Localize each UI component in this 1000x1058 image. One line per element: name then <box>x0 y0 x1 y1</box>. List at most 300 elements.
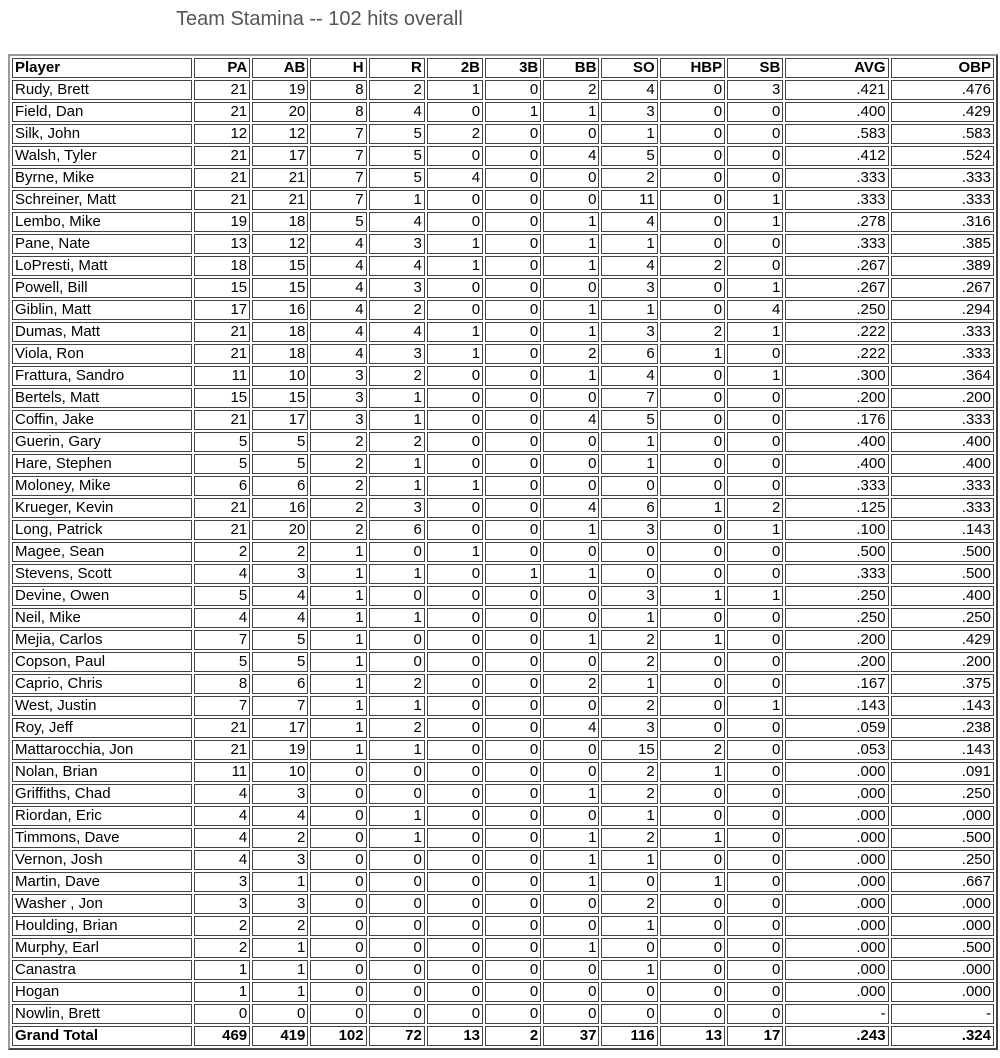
stat-cell: 2 <box>369 366 425 386</box>
stat-cell: 21 <box>194 168 250 188</box>
table-row <box>12 630 994 650</box>
stat-cell: 0 <box>543 762 599 782</box>
player-name-cell: Riordan, Eric <box>12 806 192 826</box>
stat-cell: 2 <box>543 674 599 694</box>
table-row <box>12 454 994 474</box>
stat-cell: 0 <box>601 1004 657 1024</box>
stat-cell: 0 <box>660 190 725 210</box>
stat-cell: 7 <box>252 696 308 716</box>
stat-cell: 4 <box>194 806 250 826</box>
stat-cell: 21 <box>194 344 250 364</box>
stat-cell: 1 <box>427 256 483 276</box>
stat-cell: 1 <box>310 740 366 760</box>
player-name-cell: West, Justin <box>12 696 192 716</box>
stat-cell: 2 <box>485 1026 541 1046</box>
stat-cell: 0 <box>660 718 725 738</box>
stat-cell: 0 <box>310 872 366 892</box>
stat-cell: 0 <box>252 1004 308 1024</box>
stat-cell: 1 <box>727 366 783 386</box>
stat-cell: 0 <box>543 652 599 672</box>
stat-cell: 1 <box>727 322 783 342</box>
stat-cell: 0 <box>369 784 425 804</box>
stat-cell: 0 <box>660 608 725 628</box>
stat-cell: 1 <box>194 982 250 1002</box>
table-row <box>12 652 994 672</box>
player-name-cell: Nolan, Brian <box>12 762 192 782</box>
stat-cell: 21 <box>194 740 250 760</box>
stat-cell: 2 <box>369 300 425 320</box>
player-name-cell: Nowlin, Brett <box>12 1004 192 1024</box>
stat-cell: 0 <box>485 828 541 848</box>
stat-cell: 21 <box>252 168 308 188</box>
player-name-cell: Timmons, Dave <box>12 828 192 848</box>
table-row <box>12 718 994 738</box>
stat-cell: .400 <box>891 586 994 606</box>
stat-cell: 2 <box>252 828 308 848</box>
page-title: Team Stamina -- 102 hits overall <box>176 8 463 30</box>
stat-cell: 5 <box>194 432 250 452</box>
stat-cell: 102 <box>310 1026 366 1046</box>
stat-cell: .000 <box>891 960 994 980</box>
stat-cell: 0 <box>727 542 783 562</box>
stat-cell: .000 <box>891 894 994 914</box>
stat-cell: 4 <box>543 146 599 166</box>
stat-cell: 1 <box>660 586 725 606</box>
stat-cell: 0 <box>601 938 657 958</box>
stat-cell: .400 <box>891 454 994 474</box>
stat-cell: .000 <box>785 784 888 804</box>
stat-cell: 16 <box>252 300 308 320</box>
stat-cell: 1 <box>601 234 657 254</box>
stat-cell: 2 <box>660 740 725 760</box>
stat-cell: 0 <box>660 982 725 1002</box>
stat-cell: 0 <box>369 542 425 562</box>
column-header-r: R <box>369 58 425 78</box>
stat-cell: 0 <box>427 608 483 628</box>
table-row <box>12 850 994 870</box>
player-name-cell: Hogan <box>12 982 192 1002</box>
stat-cell: .250 <box>891 608 994 628</box>
stat-cell: .176 <box>785 410 888 430</box>
stat-cell: 0 <box>485 608 541 628</box>
stat-cell: 0 <box>543 1004 599 1024</box>
stat-cell: 4 <box>310 256 366 276</box>
player-name-cell: Grand Total <box>12 1026 192 1046</box>
stat-cell: 17 <box>252 146 308 166</box>
table-row <box>12 762 994 782</box>
table-row <box>12 564 994 584</box>
stat-cell: 1 <box>601 960 657 980</box>
stat-cell: 4 <box>194 608 250 628</box>
player-name-cell: Powell, Bill <box>12 278 192 298</box>
stat-cell: 1 <box>601 124 657 144</box>
stat-cell: 4 <box>252 586 308 606</box>
stat-cell: 469 <box>194 1026 250 1046</box>
stat-cell: 1 <box>194 960 250 980</box>
stat-cell: 1 <box>601 454 657 474</box>
table-row <box>12 344 994 364</box>
stat-cell: 0 <box>485 938 541 958</box>
stat-cell: 0 <box>727 806 783 826</box>
stat-cell: 0 <box>427 652 483 672</box>
stat-cell: 20 <box>252 102 308 122</box>
stat-cell: 0 <box>485 168 541 188</box>
stat-cell: 3 <box>252 850 308 870</box>
stat-cell: .000 <box>785 938 888 958</box>
stat-cell: 3 <box>310 388 366 408</box>
column-header-hbp: HBP <box>660 58 725 78</box>
stat-cell: 0 <box>369 916 425 936</box>
stat-cell: 0 <box>485 762 541 782</box>
stat-cell: 0 <box>485 80 541 100</box>
stat-cell: 2 <box>310 432 366 452</box>
stat-cell: 8 <box>310 102 366 122</box>
stat-cell: 21 <box>252 190 308 210</box>
stat-cell: 1 <box>369 454 425 474</box>
stat-cell: 37 <box>543 1026 599 1046</box>
stat-cell: 1 <box>660 498 725 518</box>
stat-cell: 0 <box>727 344 783 364</box>
stat-cell: 0 <box>727 850 783 870</box>
stat-cell: 0 <box>427 894 483 914</box>
stat-cell: 17 <box>727 1026 783 1046</box>
stat-cell: 1 <box>543 300 599 320</box>
column-header-pa: PA <box>194 58 250 78</box>
stat-cell: 0 <box>485 146 541 166</box>
stat-cell: 2 <box>194 542 250 562</box>
stat-cell: .667 <box>891 872 994 892</box>
stat-cell: 0 <box>727 674 783 694</box>
stat-cell: 4 <box>427 168 483 188</box>
stat-cell: 0 <box>369 960 425 980</box>
stat-cell: 0 <box>310 762 366 782</box>
stat-cell: 19 <box>252 80 308 100</box>
stat-cell: 1 <box>310 586 366 606</box>
stat-cell: 0 <box>727 828 783 848</box>
stat-cell: 0 <box>485 696 541 716</box>
stat-cell: 2 <box>601 630 657 650</box>
stat-cell: 0 <box>427 740 483 760</box>
stat-cell: 0 <box>194 1004 250 1024</box>
stat-cell: 0 <box>660 476 725 496</box>
stat-cell: .583 <box>785 124 888 144</box>
stat-cell: 0 <box>727 982 783 1002</box>
stat-cell: 0 <box>660 696 725 716</box>
stat-cell: .500 <box>891 828 994 848</box>
stat-cell: 0 <box>485 806 541 826</box>
stat-cell: 11 <box>194 366 250 386</box>
stat-cell: 0 <box>601 982 657 1002</box>
stat-cell: 5 <box>369 168 425 188</box>
stat-cell: 7 <box>310 190 366 210</box>
stat-cell: .333 <box>891 322 994 342</box>
table-row <box>12 388 994 408</box>
player-name-cell: Washer , Jon <box>12 894 192 914</box>
stat-cell: 0 <box>727 872 783 892</box>
table-row <box>12 938 994 958</box>
stat-cell: 0 <box>485 432 541 452</box>
stat-cell: 0 <box>427 410 483 430</box>
stat-cell: 1 <box>660 872 725 892</box>
table-row <box>12 674 994 694</box>
stat-cell: 0 <box>485 410 541 430</box>
stat-cell: 0 <box>485 718 541 738</box>
stat-cell: .429 <box>891 630 994 650</box>
stat-cell: .250 <box>785 586 888 606</box>
player-name-cell: Coffin, Jake <box>12 410 192 430</box>
stat-cell: 2 <box>310 454 366 474</box>
stat-cell: .238 <box>891 718 994 738</box>
player-name-cell: Roy, Jeff <box>12 718 192 738</box>
stat-cell: 0 <box>310 784 366 804</box>
stat-cell: 1 <box>427 344 483 364</box>
player-name-cell: Hare, Stephen <box>12 454 192 474</box>
stat-cell: .333 <box>785 190 888 210</box>
stat-cell: 1 <box>543 784 599 804</box>
stat-cell: .000 <box>785 850 888 870</box>
stat-cell: 0 <box>727 476 783 496</box>
stat-cell: 2 <box>601 894 657 914</box>
table-row <box>12 586 994 606</box>
stat-cell: 16 <box>252 498 308 518</box>
player-name-cell: Giblin, Matt <box>12 300 192 320</box>
stat-cell: 0 <box>660 806 725 826</box>
stat-cell: 15 <box>194 388 250 408</box>
player-name-cell: Long, Patrick <box>12 520 192 540</box>
stat-cell: 0 <box>485 630 541 650</box>
stat-cell: .243 <box>785 1026 888 1046</box>
table-row <box>12 916 994 936</box>
stat-cell: .000 <box>785 828 888 848</box>
stat-cell: .400 <box>785 102 888 122</box>
stat-cell: 0 <box>601 564 657 584</box>
stat-cell: - <box>891 1004 994 1024</box>
stat-cell: 1 <box>660 344 725 364</box>
column-header-obp: OBP <box>891 58 994 78</box>
player-name-cell: Mejia, Carlos <box>12 630 192 650</box>
stat-cell: .200 <box>891 388 994 408</box>
stat-cell: 72 <box>369 1026 425 1046</box>
stat-cell: 18 <box>252 212 308 232</box>
stat-cell: .500 <box>891 938 994 958</box>
stat-cell: .000 <box>785 916 888 936</box>
stat-cell: .333 <box>785 476 888 496</box>
stat-cell: 0 <box>485 960 541 980</box>
stat-cell: 1 <box>369 564 425 584</box>
stat-cell: 4 <box>369 256 425 276</box>
stat-cell: .000 <box>891 916 994 936</box>
stat-cell: 3 <box>310 366 366 386</box>
stat-cell: 5 <box>252 630 308 650</box>
stat-cell: 0 <box>369 1004 425 1024</box>
stat-cell: 0 <box>427 454 483 474</box>
stat-cell: .200 <box>785 388 888 408</box>
stat-cell: 15 <box>252 388 308 408</box>
stat-cell: 1 <box>310 542 366 562</box>
stat-cell: 0 <box>427 1004 483 1024</box>
stat-cell: .333 <box>891 476 994 496</box>
stat-cell: 21 <box>194 410 250 430</box>
player-name-cell: Pane, Nate <box>12 234 192 254</box>
stat-cell: 1 <box>369 190 425 210</box>
stat-cell: .000 <box>785 982 888 1002</box>
stat-cell: .267 <box>891 278 994 298</box>
player-name-cell: Guerin, Gary <box>12 432 192 452</box>
stat-cell: 21 <box>194 102 250 122</box>
column-header-bb: BB <box>543 58 599 78</box>
stat-cell: 5 <box>310 212 366 232</box>
stat-cell: 1 <box>543 234 599 254</box>
stat-cell: 1 <box>727 212 783 232</box>
stat-cell: 0 <box>543 542 599 562</box>
stat-cell: 0 <box>485 740 541 760</box>
stat-cell: 6 <box>601 344 657 364</box>
stat-cell: 4 <box>369 102 425 122</box>
stat-cell: 1 <box>660 828 725 848</box>
stat-cell: 2 <box>194 916 250 936</box>
stat-cell: 0 <box>369 586 425 606</box>
stat-cell: 2 <box>727 498 783 518</box>
stat-cell: 0 <box>727 784 783 804</box>
player-name-cell: Dumas, Matt <box>12 322 192 342</box>
stat-cell: 0 <box>727 894 783 914</box>
table-row <box>12 366 994 386</box>
stat-cell: 0 <box>485 454 541 474</box>
player-name-cell: Schreiner, Matt <box>12 190 192 210</box>
stat-cell: 0 <box>543 124 599 144</box>
stat-cell: 0 <box>485 894 541 914</box>
table-row <box>12 542 994 562</box>
stat-cell: 2 <box>369 718 425 738</box>
table-row <box>12 828 994 848</box>
stat-cell: 0 <box>485 278 541 298</box>
table-row <box>12 1004 994 1024</box>
stat-cell: 13 <box>194 234 250 254</box>
stat-cell: .267 <box>785 256 888 276</box>
stat-cell: 5 <box>252 432 308 452</box>
stat-cell: 21 <box>194 718 250 738</box>
stat-cell: 12 <box>252 234 308 254</box>
stat-cell: 0 <box>727 146 783 166</box>
table-row <box>12 740 994 760</box>
stat-cell: 1 <box>369 740 425 760</box>
player-name-cell: Houlding, Brian <box>12 916 192 936</box>
stat-cell: .250 <box>891 784 994 804</box>
stat-cell: 3 <box>369 234 425 254</box>
stat-cell: 0 <box>660 674 725 694</box>
stat-cell: 1 <box>601 432 657 452</box>
stat-cell: 1 <box>369 410 425 430</box>
stat-cell: 15 <box>252 256 308 276</box>
stat-cell: 1 <box>310 674 366 694</box>
stat-cell: 0 <box>427 586 483 606</box>
stat-cell: 0 <box>727 652 783 672</box>
stat-cell: 0 <box>485 784 541 804</box>
stat-cell: 0 <box>427 806 483 826</box>
stat-cell: 1 <box>369 696 425 716</box>
player-name-cell: Walsh, Tyler <box>12 146 192 166</box>
stat-cell: 0 <box>727 740 783 760</box>
stat-cell: 6 <box>194 476 250 496</box>
stat-cell: .333 <box>785 234 888 254</box>
stat-cell: .267 <box>785 278 888 298</box>
stat-cell: 0 <box>427 146 483 166</box>
stat-cell: 0 <box>485 652 541 672</box>
stat-cell: 0 <box>485 520 541 540</box>
stat-cell: 0 <box>543 168 599 188</box>
stat-cell: 7 <box>310 124 366 144</box>
stat-cell: 0 <box>727 432 783 452</box>
stat-cell: 1 <box>310 608 366 628</box>
stat-cell: 2 <box>194 938 250 958</box>
stat-cell: 1 <box>369 806 425 826</box>
table-row <box>12 124 994 144</box>
table-row <box>12 146 994 166</box>
player-name-cell: Moloney, Mike <box>12 476 192 496</box>
stat-cell: 1 <box>369 388 425 408</box>
stat-cell: 21 <box>194 80 250 100</box>
stat-cell: 1 <box>427 80 483 100</box>
table-row <box>12 278 994 298</box>
stat-cell: 3 <box>194 894 250 914</box>
column-header-3b: 3B <box>485 58 541 78</box>
stat-cell: 1 <box>485 564 541 584</box>
stat-cell: .000 <box>891 982 994 1002</box>
column-header-h: H <box>310 58 366 78</box>
stat-cell: 1 <box>601 850 657 870</box>
stat-cell: 4 <box>194 850 250 870</box>
stat-cell: 0 <box>727 938 783 958</box>
stat-cell: 0 <box>485 300 541 320</box>
table-row <box>12 234 994 254</box>
stat-cell: 19 <box>194 212 250 232</box>
stat-cell: 0 <box>427 278 483 298</box>
stat-cell: .333 <box>785 168 888 188</box>
stat-cell: 0 <box>543 960 599 980</box>
stat-cell: 0 <box>485 872 541 892</box>
stat-cell: 0 <box>427 498 483 518</box>
player-name-cell: Silk, John <box>12 124 192 144</box>
stat-cell: 12 <box>252 124 308 144</box>
table-row <box>12 476 994 496</box>
stat-cell: 6 <box>369 520 425 540</box>
table-row <box>12 498 994 518</box>
stat-cell: 13 <box>427 1026 483 1046</box>
stat-cell: 0 <box>427 938 483 958</box>
stat-cell: 3 <box>194 872 250 892</box>
column-header-sb: SB <box>727 58 783 78</box>
stat-cell: .333 <box>891 410 994 430</box>
player-name-cell: Stevens, Scott <box>12 564 192 584</box>
stat-cell: 0 <box>485 982 541 1002</box>
stat-cell: 1 <box>727 190 783 210</box>
stat-cell: 1 <box>427 542 483 562</box>
stat-cell: 1 <box>543 872 599 892</box>
stat-cell: .143 <box>891 696 994 716</box>
stat-cell: 0 <box>310 960 366 980</box>
stat-cell: 5 <box>252 652 308 672</box>
stat-cell: .000 <box>891 806 994 826</box>
stat-cell: 15 <box>252 278 308 298</box>
stat-cell: 2 <box>310 498 366 518</box>
stat-cell: 0 <box>310 828 366 848</box>
stat-cell: 1 <box>543 850 599 870</box>
stat-cell: 0 <box>485 190 541 210</box>
stat-cell: 0 <box>485 344 541 364</box>
stat-cell: 0 <box>427 784 483 804</box>
player-name-cell: Caprio, Chris <box>12 674 192 694</box>
stat-cell: 0 <box>543 982 599 1002</box>
